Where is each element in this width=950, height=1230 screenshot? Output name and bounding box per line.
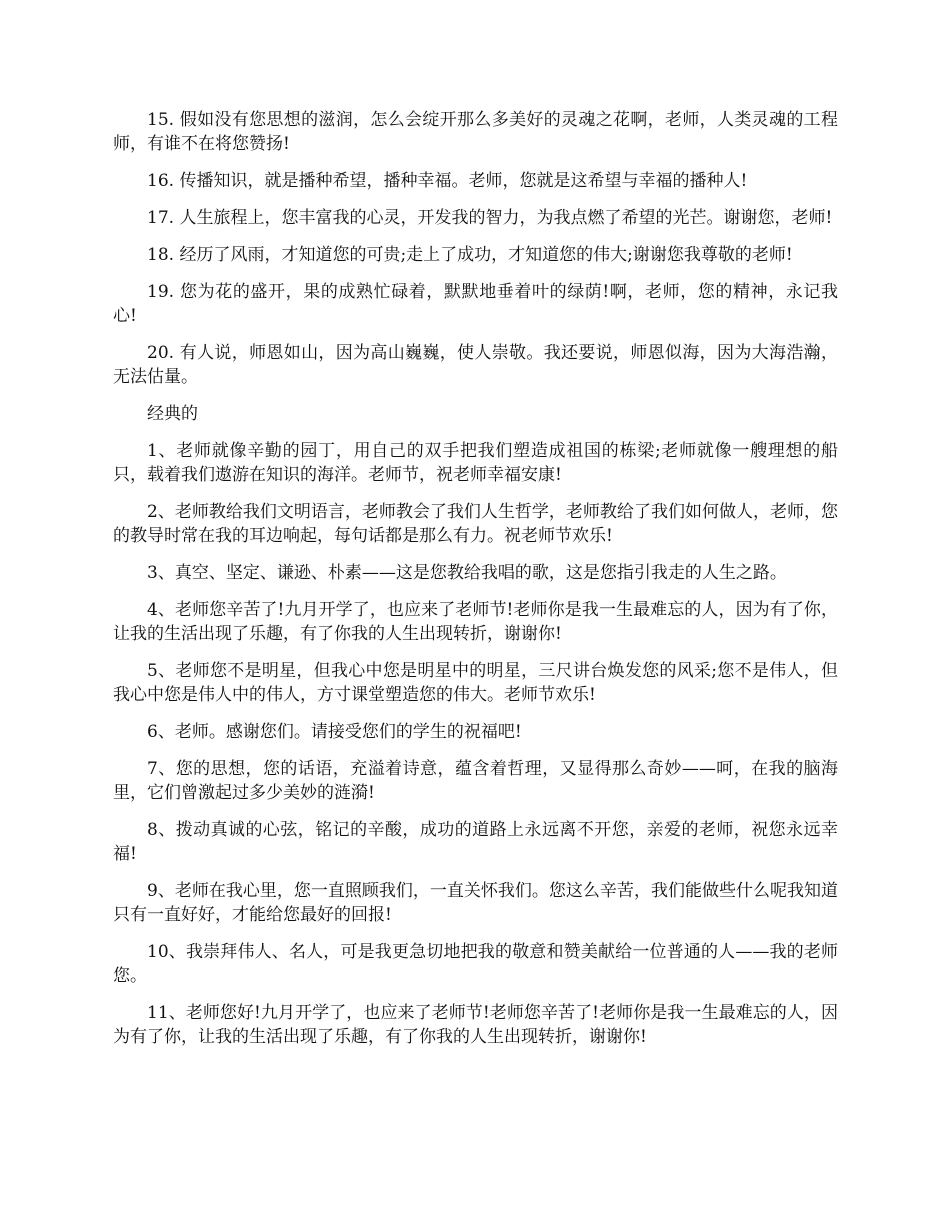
classic-item-10: 10、我崇拜伟人、名人，可是我更急切地把我的敬意和赞美献给一位普通的人——我的老师您。 xyxy=(113,942,838,986)
classic-item-6: 6、老师。感谢您们。请接受您们的学生的祝福吧! xyxy=(147,722,522,742)
classic-item-1: 1、老师就像辛勤的园丁，用自己的双手把我们塑造成祖国的栋梁;老师就像一艘理想的船只，载着我们遨游在知识的海洋。老师节，祝老师幸福安康! xyxy=(113,441,838,485)
classic-item-2: 2、老师教给我们文明语言，老师教会了我们人生哲学，老师教给了我们如何做人，老师，您的教导时常在我的耳边响起，每句话都是那么有力。祝老师节欢乐! xyxy=(113,502,838,546)
section-heading: 经典的 xyxy=(147,404,198,424)
classic-item-9: 9、老师在我心里，您一直照顾我们，一直关怀我们。您这么辛苦，我们能做些什么呢我知道只有一直好好，才能给您最好的回报! xyxy=(113,881,838,925)
paragraph-15: 15. 假如没有您思想的滋润，怎么会绽开那么多美好的灵魂之花啊，老师，人类灵魂的工程师，有谁不在将您赞扬! xyxy=(113,110,838,154)
paragraph-16: 16. 传播知识，就是播种希望，播种幸福。老师，您就是这希望与幸福的播种人! xyxy=(147,171,748,191)
paragraph-19: 19. 您为花的盛开，果的成熟忙碌着，默默地垂着叶的绿荫!啊，老师，您的精神，永记我心! xyxy=(113,282,838,326)
classic-item-5: 5、老师您不是明星，但我心中您是明星中的明星，三尺讲台焕发您的风采;您不是伟人，但我心中您是伟人中的伟人，方寸课堂塑造您的伟大。老师节欢乐! xyxy=(113,661,838,705)
classic-item-3: 3、真空、坚定、谦逊、朴素——这是您教给我唱的歌，这是您指引我走的人生之路。 xyxy=(147,563,787,583)
paragraph-20: 20. 有人说，师恩如山，因为高山巍巍，使人崇敬。我还要说，师恩似海，因为大海浩瀚，无法估量。 xyxy=(113,343,838,387)
paragraph-17: 17. 人生旅程上，您丰富我的心灵，开发我的智力，为我点燃了希望的光芒。谢谢您，老师! xyxy=(147,208,833,228)
classic-item-11: 11、老师您好!九月开学了，也应来了老师节!老师您辛苦了!老师你是我一生最难忘的人，因为有了你，让我的生活出现了乐趣，有了你我的人生出现转折，谢谢你! xyxy=(113,1003,838,1047)
classic-item-7: 7、您的思想，您的话语，充溢着诗意，蕴含着哲理，又显得那么奇妙——呵，在我的脑海里，它们曾激起过多少美妙的涟漪! xyxy=(113,759,838,803)
paragraph-18: 18. 经历了风雨，才知道您的可贵;走上了成功，才知道您的伟大;谢谢您我尊敬的老师! xyxy=(147,245,793,265)
document-page xyxy=(113,108,838,1062)
classic-item-8: 8、拨动真诚的心弦，铭记的辛酸，成功的道路上永远离不开您，亲爱的老师，祝您永远幸福! xyxy=(113,820,838,864)
classic-item-4: 4、老师您辛苦了!九月开学了，也应来了老师节!老师你是我一生最难忘的人，因为有了你，让我的生活出现了乐趣，有了你我的人生出现转折，谢谢你! xyxy=(113,600,838,644)
